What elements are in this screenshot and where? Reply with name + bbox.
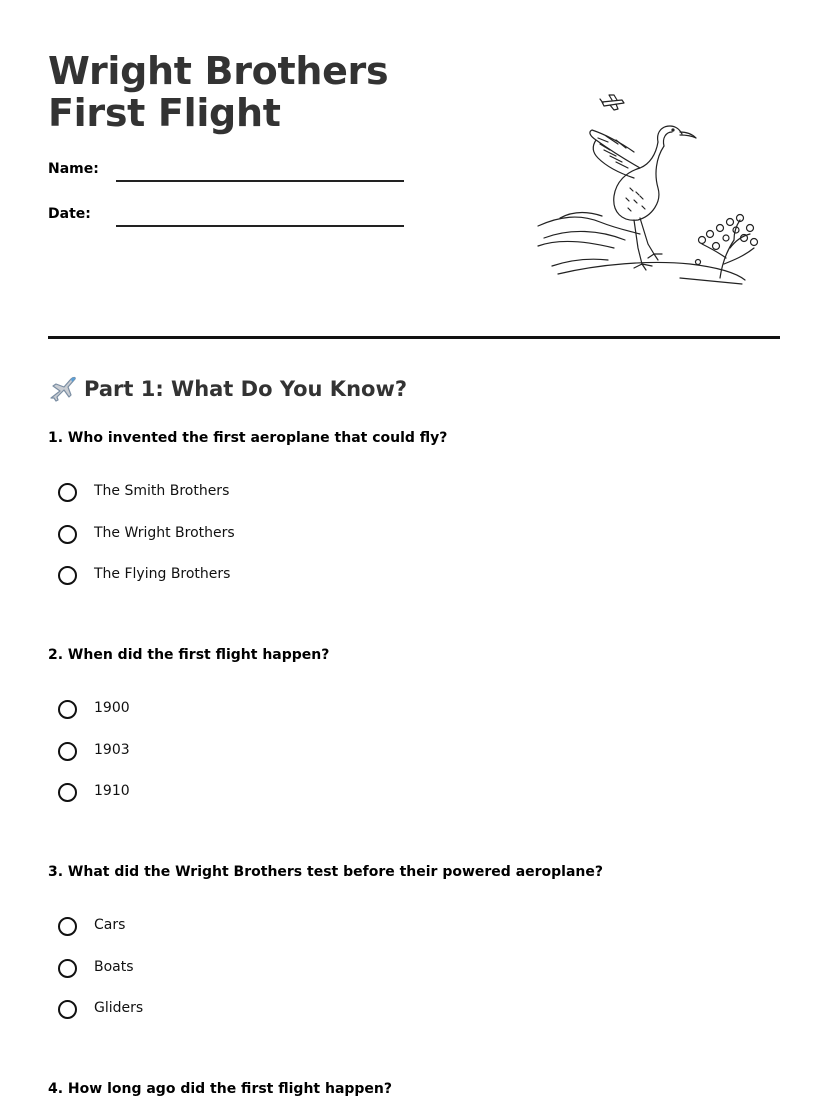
question-3-text: 3. What did the Wright Brothers test before their powered aeroplane? [48,864,604,880]
question-3-options [58,916,143,1041]
name-line[interactable] [116,180,404,182]
option-smith-brothers[interactable] [58,482,235,524]
name-field[interactable] [48,160,408,184]
question-3 [48,863,788,1016]
radio-button[interactable] [58,483,77,502]
question-4 [48,1080,788,1098]
question-1-text: 1. Who invented the first aeroplane that could fly? [48,430,448,446]
option-1903[interactable] [58,741,130,783]
small-plane-icon [600,95,624,110]
option-wright-brothers[interactable] [58,524,235,566]
section-heading-text: Part 1: What Do You Know? [84,377,408,401]
question-2 [48,646,788,799]
radio-button[interactable] [58,917,77,936]
radio-button[interactable] [58,742,77,761]
question-2-text: 2. When did the first flight happen? [48,647,330,663]
option-label: The Smith Brothers [94,483,230,499]
question-2-options [58,699,130,824]
section-divider [48,336,780,339]
date-field[interactable] [48,205,408,229]
question-4-text: 4. How long ago did the first flight happen? [48,1081,393,1097]
option-label: 1910 [94,783,130,799]
option-flying-brothers[interactable] [58,565,235,607]
option-gliders[interactable] [58,999,143,1041]
heron-bird-illustration [530,88,770,288]
page-title: Wright Brothers First Flight [48,49,389,135]
section-heading [48,374,407,404]
airplane-icon [48,374,78,402]
option-label: The Wright Brothers [94,524,235,541]
option-label: 1903 [94,741,130,758]
question-1-options [58,482,235,607]
date-line[interactable] [116,225,404,227]
radio-button[interactable] [58,959,77,978]
option-cars[interactable] [58,916,143,958]
radio-button[interactable] [58,1000,77,1019]
option-label: Gliders [94,1000,144,1016]
option-1910[interactable] [58,782,130,824]
radio-button[interactable] [58,525,77,544]
radio-button[interactable] [58,783,77,802]
option-1900[interactable] [58,699,130,741]
option-label: 1900 [94,700,130,716]
option-label: Cars [94,917,126,933]
option-label: The Flying Brothers [94,566,231,582]
name-label: Name: [48,161,99,177]
radio-button[interactable] [58,566,77,585]
radio-button[interactable] [58,700,77,719]
option-label: Boats [94,958,134,975]
date-label: Date: [48,206,91,222]
option-boats[interactable] [58,958,143,1000]
question-1 [48,429,788,582]
